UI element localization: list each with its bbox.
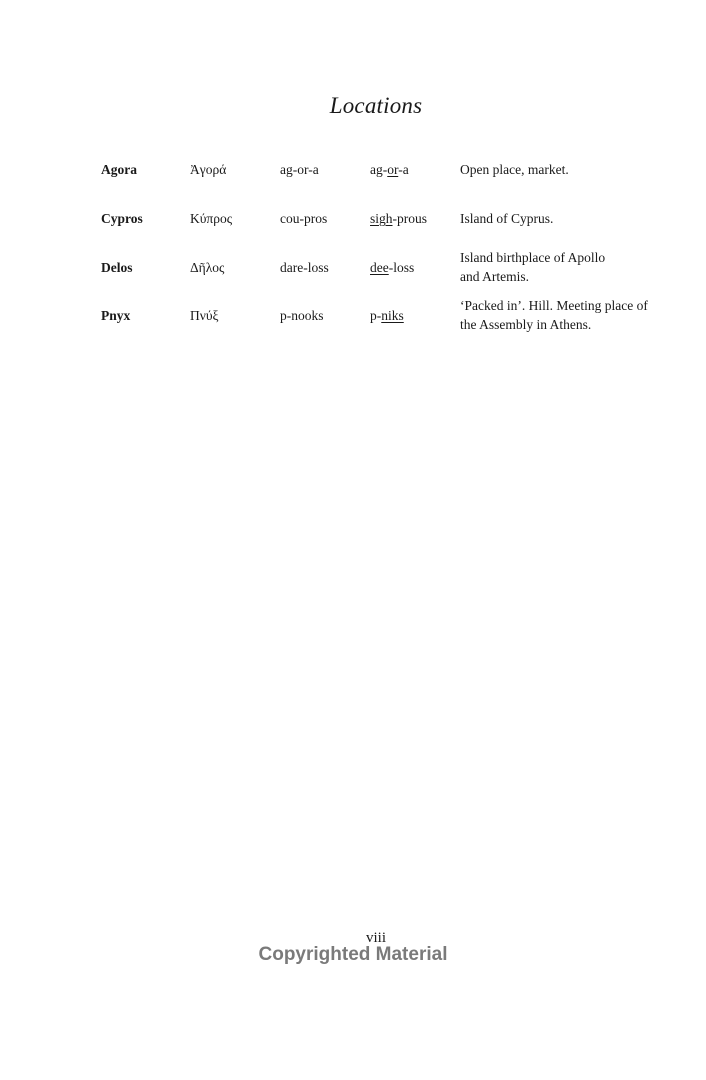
pron-stress: sigh xyxy=(370,211,393,226)
simple-pronunciation: dare-loss xyxy=(280,260,329,275)
description xyxy=(460,160,670,179)
table-row xyxy=(0,248,706,288)
pron-pre: ag- xyxy=(370,162,388,177)
term-name: Pnyx xyxy=(101,308,131,323)
description-line: Open place, market. xyxy=(460,162,569,177)
pron-post: -a xyxy=(398,162,409,177)
pron-stress: dee xyxy=(370,260,389,275)
description xyxy=(460,248,670,286)
simple-pronunciation: cou-pros xyxy=(280,211,328,226)
greek-spelling: Δῆλος xyxy=(190,260,225,275)
description-line: and Artemis. xyxy=(460,269,529,284)
table-row xyxy=(0,160,706,200)
description xyxy=(460,209,670,228)
greek-spelling: Ἀγορά xyxy=(190,162,227,177)
pron-pre: p- xyxy=(370,308,382,323)
pron-stress: niks xyxy=(381,308,404,323)
stressed-pronunciation xyxy=(370,160,409,179)
description-line: Island birthplace of Apollo xyxy=(460,250,606,265)
page-title: Locations xyxy=(329,93,423,118)
stressed-pronunciation xyxy=(370,306,404,325)
greek-spelling: Πνύξ xyxy=(190,308,219,323)
pron-stress: or xyxy=(387,162,399,177)
term-name: Cypros xyxy=(101,211,143,226)
table-row xyxy=(0,296,706,336)
simple-pronunciation: ag-or-a xyxy=(280,162,319,177)
description-line: the Assembly in Athens. xyxy=(460,317,592,332)
stressed-pronunciation xyxy=(370,258,414,277)
pron-post: -prous xyxy=(392,211,428,226)
simple-pronunciation: p-nooks xyxy=(280,308,324,323)
table-row xyxy=(0,209,706,249)
stressed-pronunciation xyxy=(370,209,427,228)
copyright-watermark: Copyrighted Material xyxy=(258,944,448,965)
pron-post: -loss xyxy=(388,260,415,275)
description-line: ‘Packed in’. Hill. Meeting place of xyxy=(460,298,648,313)
term-name: Agora xyxy=(101,162,137,177)
description-line: Island of Cyprus. xyxy=(460,211,554,226)
term-name: Delos xyxy=(101,260,133,275)
description xyxy=(460,296,670,334)
page-number: viii xyxy=(365,930,386,946)
greek-spelling: Κύπρος xyxy=(190,211,233,226)
